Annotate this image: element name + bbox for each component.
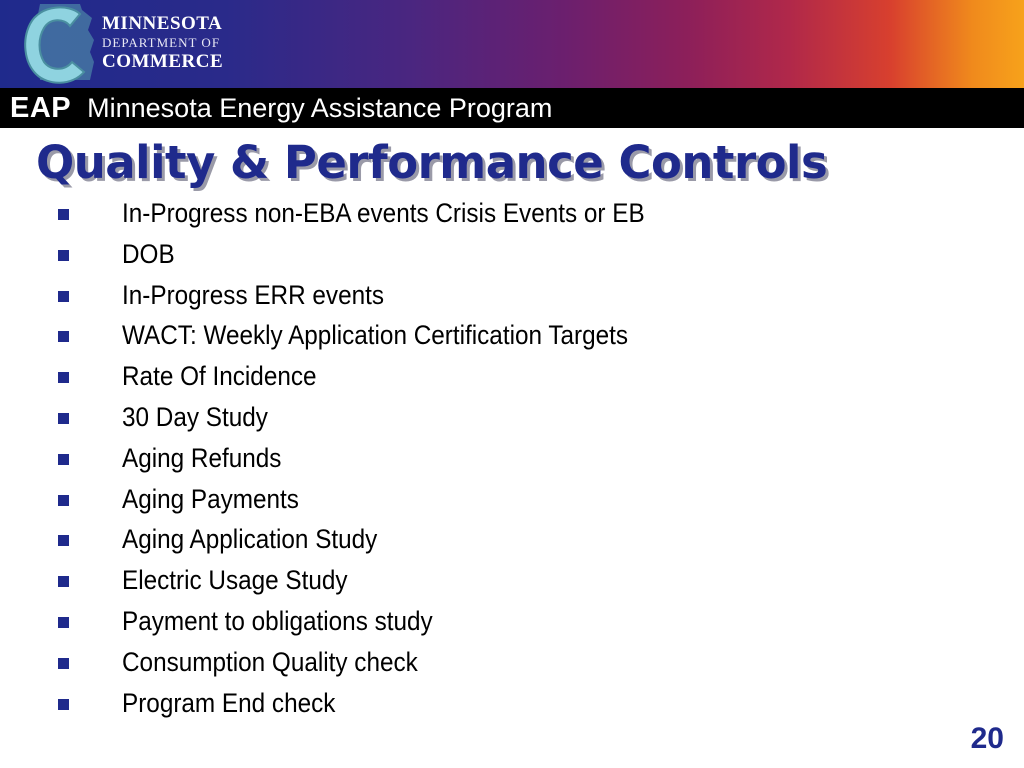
department-logo bbox=[10, 0, 225, 88]
square-bullet-icon bbox=[58, 209, 69, 220]
program-name: Minnesota Energy Assistance Program bbox=[87, 92, 553, 123]
bullet-text: Rate Of Incidence bbox=[122, 361, 317, 392]
square-bullet-icon bbox=[58, 658, 69, 669]
bullet-text: Aging Application Study bbox=[122, 524, 378, 555]
square-bullet-icon bbox=[58, 699, 69, 710]
square-bullet-icon bbox=[58, 454, 69, 465]
bullet-text: 30 Day Study bbox=[122, 401, 268, 432]
bullet-text: Program End check bbox=[122, 687, 336, 718]
square-bullet-icon bbox=[58, 495, 69, 506]
bullet-text: DOB bbox=[122, 238, 175, 269]
page-number: 20 bbox=[970, 722, 1004, 755]
square-bullet-icon bbox=[58, 413, 69, 424]
bullet-text: In-Progress non-EBA events Crisis Events or EB bbox=[122, 198, 645, 228]
bullet-text: Aging Payments bbox=[122, 483, 299, 514]
square-bullet-icon bbox=[58, 617, 69, 628]
bullet-text: Consumption Quality check bbox=[122, 646, 418, 677]
square-bullet-icon bbox=[58, 372, 69, 383]
square-bullet-icon bbox=[58, 535, 69, 546]
program-abbreviation: EAP bbox=[10, 91, 72, 124]
square-bullet-icon bbox=[58, 331, 69, 342]
square-bullet-icon bbox=[58, 576, 69, 587]
bullet-text: In-Progress ERR events bbox=[122, 279, 384, 310]
logo-line-commerce: COMMERCE bbox=[102, 51, 224, 72]
minnesota-c-logo-icon bbox=[10, 0, 110, 88]
bullet-text: WACT: Weekly Application Certification Targets bbox=[122, 320, 629, 351]
logo-line-department: DEPARTMENT OF bbox=[102, 35, 221, 50]
slide-title: Quality & Performance Controls bbox=[36, 136, 828, 189]
logo-line-minnesota: MINNESOTA bbox=[102, 13, 223, 34]
bullet-text: Payment to obligations study bbox=[122, 605, 433, 636]
bullet-text: Electric Usage Study bbox=[122, 565, 348, 596]
square-bullet-icon bbox=[58, 250, 69, 261]
square-bullet-icon bbox=[58, 291, 69, 302]
header-banner bbox=[0, 0, 1024, 88]
program-bar bbox=[0, 88, 1024, 128]
department-logo-text bbox=[102, 14, 223, 71]
bullet-text: Aging Refunds bbox=[122, 442, 282, 473]
